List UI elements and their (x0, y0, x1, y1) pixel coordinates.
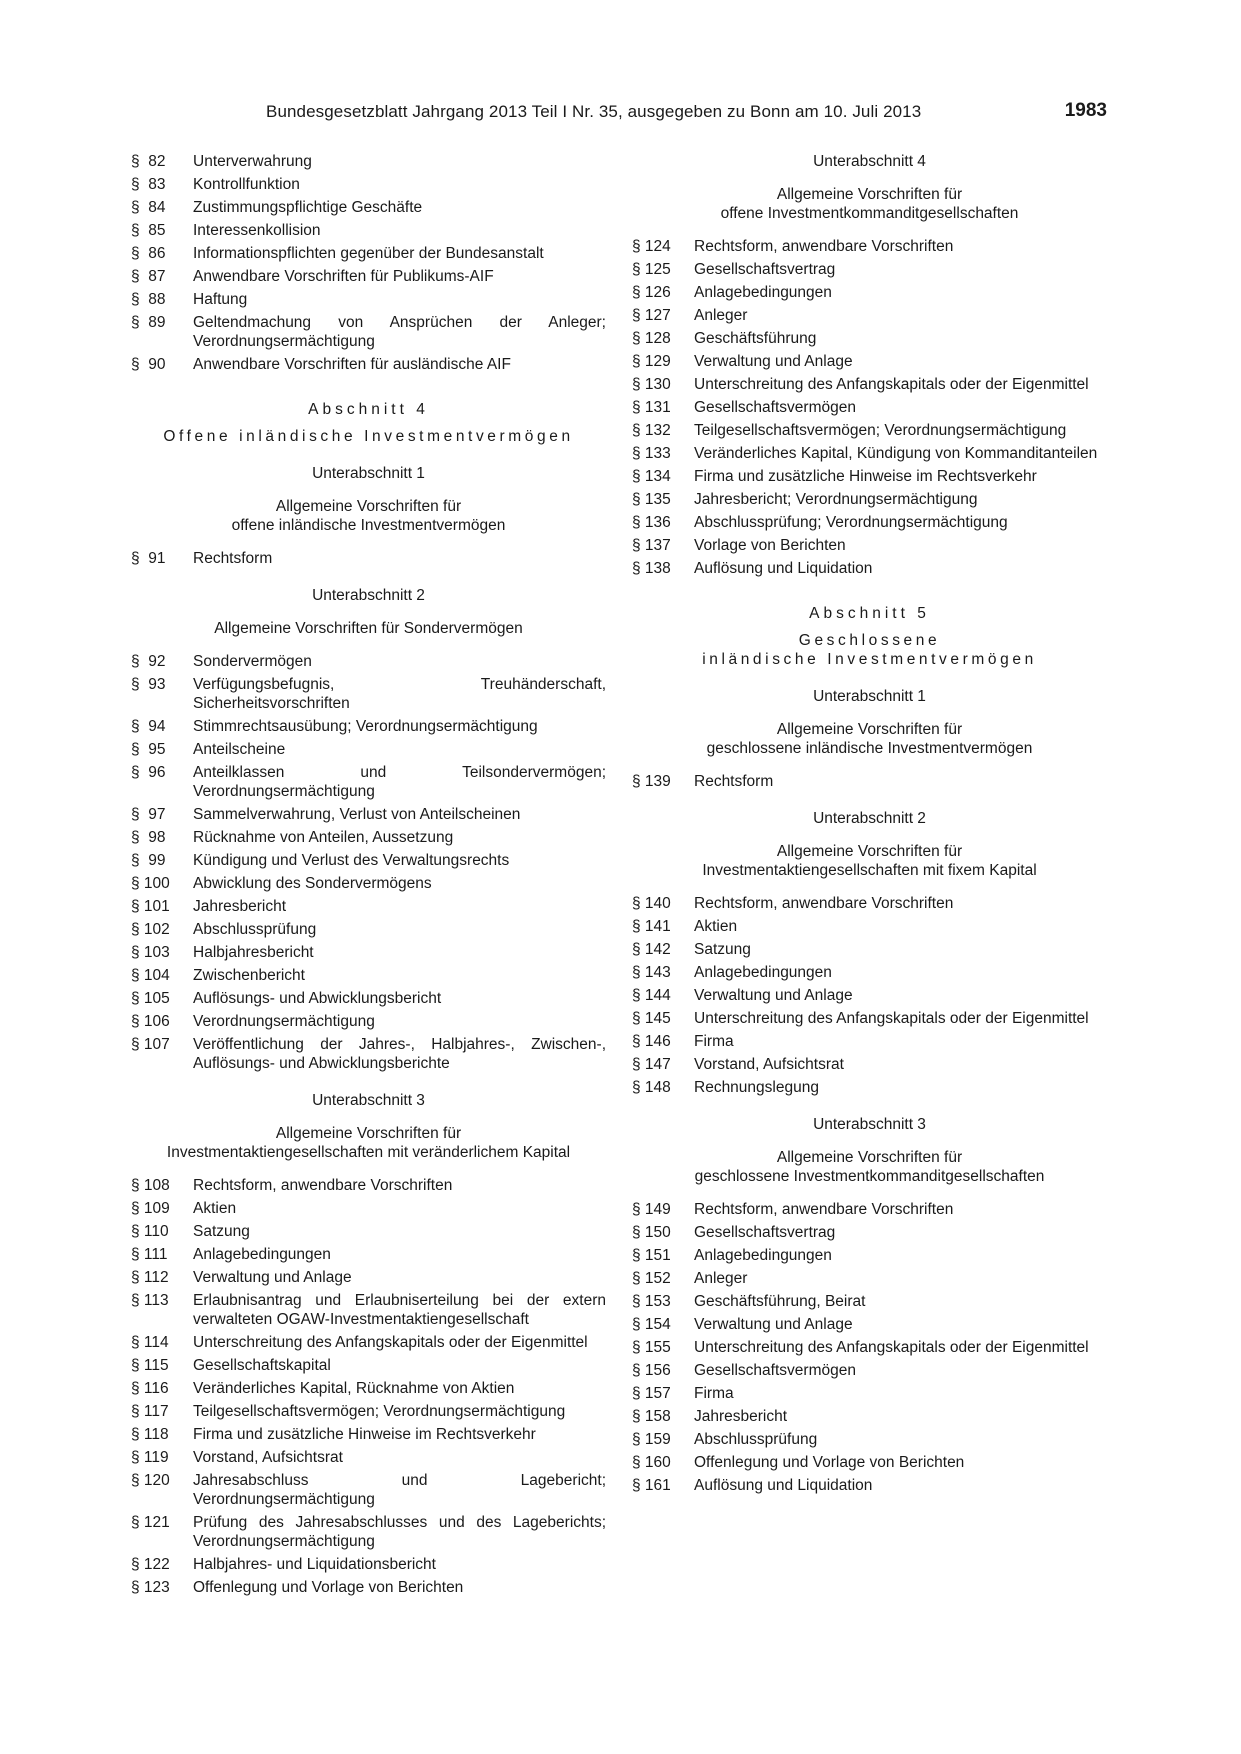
paragraph-number: § 130 (632, 376, 671, 393)
paragraph-number: § 110 (131, 1223, 169, 1240)
toc-entry (632, 1338, 1107, 1357)
subsection-title: Allgemeine Vorschriften für Investmentaktiengesellschaften mit veränderlichem Kapital (166, 1125, 571, 1161)
paragraph-title: Anteilklassen und Teilsondervermögen; Verordnungsermächtigung (193, 764, 606, 800)
paragraph-title: Anwendbare Vorschriften für Publikums-AIF (193, 268, 494, 285)
paragraph-title: Abschlussprüfung (694, 1431, 818, 1448)
paragraph-title: Jahresbericht (694, 1408, 788, 1425)
toc-entry (632, 260, 1107, 279)
paragraph-title: Jahresbericht (193, 898, 287, 915)
paragraph-title: Unterschreitung des Anfangskapitals oder der Eigenmittel (193, 1334, 588, 1351)
toc-entry (131, 152, 606, 171)
toc-entry (131, 652, 606, 671)
paragraph-number: § 157 (632, 1385, 671, 1402)
section-title: Geschlossene inländische Investmentvermögen (702, 632, 1037, 668)
toc-entry (632, 1009, 1107, 1028)
paragraph-title: Gesellschaftsvertrag (694, 261, 836, 278)
toc-entry (632, 536, 1107, 555)
toc-entry (632, 1269, 1107, 1288)
paragraph-title: Abwicklung des Sondervermögens (193, 875, 432, 892)
toc-entry (632, 894, 1107, 913)
paragraph-number: § 119 (131, 1449, 169, 1466)
toc-entry (131, 1379, 606, 1398)
subsection-heading: Unterabschnitt 3 (312, 1092, 425, 1109)
toc-entry (131, 1555, 606, 1574)
paragraph-number: § 126 (632, 284, 671, 301)
paragraph-title: Teilgesellschaftsvermögen; Verordnungsermächtigung (694, 422, 1067, 439)
paragraph-number: § 129 (632, 353, 671, 370)
toc-entry (131, 805, 606, 824)
paragraph-number: § 150 (632, 1224, 671, 1241)
toc-entry (632, 444, 1107, 463)
paragraph-title: Veränderliches Kapital, Rücknahme von Aktien (193, 1380, 515, 1397)
paragraph-number: § 118 (131, 1426, 169, 1443)
paragraph-number: § 139 (632, 773, 671, 790)
paragraph-title: Rechtsform (694, 773, 774, 790)
section-title: Offene inländische Investmentvermögen (163, 428, 574, 445)
toc-entry (632, 1292, 1107, 1311)
toc-entry (131, 740, 606, 759)
paragraph-number: § 160 (632, 1454, 671, 1471)
paragraph-title: Informationspflichten gegenüber der Bundesanstalt (193, 245, 544, 262)
paragraph-title: Veröffentlichung der Jahres-, Halbjahres-, Zwischen-, Auflösungs- und Abwicklungsberichte (193, 1036, 606, 1072)
toc-entry (632, 329, 1107, 348)
toc-entry (131, 1222, 606, 1241)
paragraph-number: § 156 (632, 1362, 671, 1379)
paragraph-title: Prüfung des Jahresabschlusses und des Lageberichts; Verordnungsermächtigung (193, 1514, 606, 1550)
subsection-heading: Unterabschnitt 1 (813, 688, 926, 705)
paragraph-title: Verfügungsbefugnis, Treuhänderschaft, Sicherheitsvorschriften (193, 676, 606, 712)
paragraph-number: § 143 (632, 964, 671, 981)
paragraph-number: § 147 (632, 1056, 671, 1073)
paragraph-title: Vorstand, Aufsichtsrat (694, 1056, 844, 1073)
paragraph-number: § 120 (131, 1472, 170, 1489)
toc-entry (632, 1384, 1107, 1403)
paragraph-title: Halbjahres- und Liquidationsbericht (193, 1556, 436, 1573)
toc-entry (131, 1402, 606, 1421)
paragraph-title: Haftung (193, 291, 248, 308)
toc-entry (131, 943, 606, 962)
paragraph-number: § 96 (131, 764, 166, 781)
paragraph-number: § 99 (131, 852, 166, 869)
paragraph-title: Rechtsform, anwendbare Vorschriften (193, 1177, 453, 1194)
paragraph-number: § 85 (131, 222, 166, 239)
paragraph-number: § 108 (131, 1177, 170, 1194)
toc-entry (131, 874, 606, 893)
paragraph-title: Unterverwahrung (193, 153, 312, 170)
toc-entry (131, 966, 606, 985)
toc-entry (131, 1012, 606, 1031)
paragraph-number: § 112 (131, 1269, 169, 1286)
paragraph-number: § 134 (632, 468, 671, 485)
paragraph-title: Gesellschaftsvertrag (694, 1224, 836, 1241)
subsection-heading: Unterabschnitt 2 (813, 810, 926, 827)
toc-entry (632, 306, 1107, 325)
toc-entry (632, 1315, 1107, 1334)
toc-entry (131, 1333, 606, 1352)
paragraph-number: § 102 (131, 921, 170, 938)
toc-entry (632, 283, 1107, 302)
toc-entry (131, 313, 606, 351)
subsection-heading: Unterabschnitt 4 (813, 153, 926, 170)
toc-entry (131, 989, 606, 1008)
toc-entry (131, 1199, 606, 1218)
paragraph-title: Abschlussprüfung (193, 921, 317, 938)
subsection-heading: Unterabschnitt 3 (813, 1116, 926, 1133)
paragraph-title: Anwendbare Vorschriften für ausländische AIF (193, 356, 511, 373)
paragraph-number: § 136 (632, 514, 671, 531)
toc-entry (131, 198, 606, 217)
paragraph-title: Verwaltung und Anlage (193, 1269, 352, 1286)
paragraph-number: § 145 (632, 1010, 671, 1027)
paragraph-title: Firma (694, 1385, 734, 1402)
left-column (131, 152, 606, 1601)
paragraph-number: § 111 (131, 1246, 168, 1263)
paragraph-title: Verwaltung und Anlage (694, 1316, 853, 1333)
paragraph-title: Vorlage von Berichten (694, 537, 846, 554)
toc-entry (632, 237, 1107, 256)
toc-entry (632, 398, 1107, 417)
paragraph-title: Anlagebedingungen (193, 1246, 331, 1263)
paragraph-number: § 117 (131, 1403, 169, 1420)
paragraph-number: § 83 (131, 176, 166, 193)
toc-entry (632, 352, 1107, 371)
paragraph-number: § 115 (131, 1357, 169, 1374)
paragraph-number: § 128 (632, 330, 671, 347)
paragraph-title: Rechtsform, anwendbare Vorschriften (694, 895, 954, 912)
paragraph-title: Jahresabschluss und Lagebericht; Verordnungsermächtigung (193, 1472, 606, 1508)
paragraph-number: § 86 (131, 245, 166, 262)
header-text: Bundesgesetzblatt Jahrgang 2013 Teil I Nr. 35, ausgegeben zu Bonn am 10. Juli 2013 (266, 102, 922, 121)
toc-entry (632, 467, 1107, 486)
paragraph-number: § 84 (131, 199, 166, 216)
paragraph-number: § 104 (131, 967, 170, 984)
toc-entry (131, 851, 606, 870)
paragraph-number: § 133 (632, 445, 671, 462)
toc-entry (632, 1200, 1107, 1219)
subsection-title: Allgemeine Vorschriften für geschlossene Investmentkommanditgesellschaften (694, 1149, 1045, 1185)
paragraph-title: Auflösung und Liquidation (694, 1477, 873, 1494)
paragraph-title: Aktien (694, 918, 738, 935)
paragraph-number: § 137 (632, 537, 671, 554)
toc-entry (632, 1430, 1107, 1449)
paragraph-title: Kündigung und Verlust des Verwaltungsrechts (193, 852, 510, 869)
paragraph-title: Sammelverwahrung, Verlust von Anteilscheinen (193, 806, 521, 823)
paragraph-title: Verordnungsermächtigung (193, 1013, 375, 1030)
paragraph-title: Gesellschaftskapital (193, 1357, 331, 1374)
paragraph-title: Anleger (694, 1270, 748, 1287)
paragraph-number: § 142 (632, 941, 671, 958)
paragraph-title: Teilgesellschaftsvermögen; Verordnungsermächtigung (193, 1403, 566, 1420)
paragraph-number: § 138 (632, 560, 671, 577)
page-number: 1983 (1064, 100, 1107, 121)
toc-entry (131, 717, 606, 736)
subsection-heading: Unterabschnitt 2 (312, 587, 425, 604)
toc-entry (131, 920, 606, 939)
subsection-title: Allgemeine Vorschriften für offene Investmentkommanditgesellschaften (720, 186, 1019, 222)
paragraph-title: Halbjahresbericht (193, 944, 314, 961)
toc-entry (131, 1578, 606, 1597)
toc-entry (632, 963, 1107, 982)
toc-entry (632, 917, 1107, 936)
paragraph-number: § 98 (131, 829, 166, 846)
paragraph-number: § 101 (131, 898, 170, 915)
toc-entry (632, 421, 1107, 440)
paragraph-title: Anleger (694, 307, 748, 324)
toc-entry (131, 355, 606, 374)
toc-entry (131, 1268, 606, 1287)
toc-entry (131, 1356, 606, 1375)
toc-entry (131, 221, 606, 240)
paragraph-number: § 95 (131, 741, 166, 758)
paragraph-number: § 148 (632, 1079, 671, 1096)
subsection-title: Allgemeine Vorschriften für offene inländische Investmentvermögen (231, 498, 506, 534)
paragraph-title: Rechtsform (193, 550, 273, 567)
paragraph-title: Rechnungslegung (694, 1079, 819, 1096)
toc-entry (632, 940, 1107, 959)
paragraph-number: § 149 (632, 1201, 671, 1218)
paragraph-title: Unterschreitung des Anfangskapitals oder der Eigenmittel (694, 1010, 1089, 1027)
paragraph-number: § 89 (131, 314, 166, 331)
paragraph-title: Abschlussprüfung; Verordnungsermächtigung (694, 514, 1008, 531)
toc-entry (632, 1407, 1107, 1426)
toc-entry (632, 513, 1107, 532)
paragraph-number: § 135 (632, 491, 671, 508)
paragraph-title: Kontrollfunktion (193, 176, 300, 193)
paragraph-title: Rechtsform, anwendbare Vorschriften (694, 1201, 954, 1218)
toc-entry (131, 1425, 606, 1444)
toc-entry (131, 828, 606, 847)
paragraph-number: § 131 (632, 399, 671, 416)
paragraph-title: Geschäftsführung (694, 330, 817, 347)
toc-entry (632, 1246, 1107, 1265)
toc-entry (131, 675, 606, 713)
paragraph-title: Unterschreitung des Anfangskapitals oder der Eigenmittel (694, 1339, 1089, 1356)
paragraph-title: Sondervermögen (193, 653, 312, 670)
paragraph-number: § 91 (131, 550, 166, 567)
paragraph-title: Zustimmungspflichtige Geschäfte (193, 199, 423, 216)
paragraph-number: § 159 (632, 1431, 671, 1448)
paragraph-title: Firma und zusätzliche Hinweise im Rechtsverkehr (193, 1426, 536, 1443)
toc-entry (131, 244, 606, 263)
paragraph-title: Gesellschaftsvermögen (694, 1362, 856, 1379)
toc-entry (131, 175, 606, 194)
paragraph-title: Verwaltung und Anlage (694, 987, 853, 1004)
toc-entry (131, 1035, 606, 1073)
toc-entry (131, 290, 606, 309)
paragraph-number: § 100 (131, 875, 170, 892)
paragraph-title: Erlaubnisantrag und Erlaubniserteilung bei der extern verwalteten OGAW-Investmentaktiengesellschaft (193, 1292, 606, 1328)
paragraph-number: § 88 (131, 291, 166, 308)
paragraph-title: Anteilscheine (193, 741, 286, 758)
toc-entry (131, 1471, 606, 1509)
paragraph-title: Aktien (193, 1200, 237, 1217)
toc-entry (131, 897, 606, 916)
paragraph-title: Offenlegung und Vorlage von Berichten (193, 1579, 464, 1596)
toc-entry (131, 1291, 606, 1329)
toc-entry (632, 1361, 1107, 1380)
paragraph-number: § 155 (632, 1339, 671, 1356)
paragraph-number: § 123 (131, 1579, 170, 1596)
toc-entry (131, 1513, 606, 1551)
paragraph-title: Rechtsform, anwendbare Vorschriften (694, 238, 954, 255)
paragraph-title: Zwischenbericht (193, 967, 305, 984)
paragraph-title: Auflösungs- und Abwicklungsbericht (193, 990, 442, 1007)
subsection-title: Allgemeine Vorschriften für Sondervermögen (214, 620, 523, 637)
toc-entry (632, 1453, 1107, 1472)
paragraph-title: Veränderliches Kapital, Kündigung von Kommanditanteilen (694, 445, 1098, 462)
paragraph-number: § 144 (632, 987, 671, 1004)
paragraph-title: Geltendmachung von Ansprüchen der Anleger; Verordnungsermächtigung (193, 314, 606, 350)
paragraph-number: § 82 (131, 153, 166, 170)
paragraph-number: § 94 (131, 718, 166, 735)
paragraph-number: § 158 (632, 1408, 671, 1425)
paragraph-number: § 132 (632, 422, 671, 439)
subsection-title: Allgemeine Vorschriften für Investmentaktiengesellschaften mit fixem Kapital (702, 843, 1037, 879)
paragraph-title: Auflösung und Liquidation (694, 560, 873, 577)
paragraph-number: § 153 (632, 1293, 671, 1310)
paragraph-number: § 154 (632, 1316, 671, 1333)
subsection-title: Allgemeine Vorschriften für geschlossene inländische Investmentvermögen (706, 721, 1033, 757)
toc-entry (632, 1223, 1107, 1242)
paragraph-title: Anlagebedingungen (694, 964, 832, 981)
paragraph-number: § 116 (131, 1380, 169, 1397)
paragraph-number: § 141 (632, 918, 671, 935)
toc-entry (632, 986, 1107, 1005)
paragraph-title: Interessenkollision (193, 222, 321, 239)
toc-entry (632, 1055, 1107, 1074)
toc-entry (131, 549, 606, 568)
paragraph-number: § 161 (632, 1477, 671, 1494)
toc-entry (131, 1448, 606, 1467)
paragraph-title: Verwaltung und Anlage (694, 353, 853, 370)
section-heading: Abschnitt 5 (809, 605, 930, 622)
toc-entry (632, 1032, 1107, 1051)
paragraph-number: § 103 (131, 944, 170, 961)
paragraph-title: Satzung (193, 1223, 250, 1240)
paragraph-number: § 125 (632, 261, 671, 278)
paragraph-title: Vorstand, Aufsichtsrat (193, 1449, 343, 1466)
paragraph-number: § 87 (131, 268, 166, 285)
paragraph-number: § 113 (131, 1292, 169, 1309)
paragraph-number: § 106 (131, 1013, 170, 1030)
subsection-heading: Unterabschnitt 1 (312, 465, 425, 482)
paragraph-number: § 146 (632, 1033, 671, 1050)
paragraph-number: § 152 (632, 1270, 671, 1287)
toc-entry (131, 763, 606, 801)
toc-entry (131, 267, 606, 286)
paragraph-title: Stimmrechtsausübung; Verordnungsermächtigung (193, 718, 538, 735)
toc-entry (632, 375, 1107, 394)
paragraph-number: § 92 (131, 653, 166, 670)
paragraph-title: Gesellschaftsvermögen (694, 399, 856, 416)
paragraph-title: Firma und zusätzliche Hinweise im Rechtsverkehr (694, 468, 1037, 485)
toc-entry (632, 772, 1107, 791)
paragraph-number: § 107 (131, 1036, 170, 1053)
paragraph-number: § 114 (131, 1334, 169, 1351)
paragraph-title: Firma (694, 1033, 734, 1050)
section-heading: Abschnitt 4 (308, 401, 429, 418)
paragraph-title: Geschäftsführung, Beirat (694, 1293, 866, 1310)
paragraph-title: Jahresbericht; Verordnungsermächtigung (694, 491, 978, 508)
right-column (632, 152, 1107, 1499)
paragraph-title: Satzung (694, 941, 751, 958)
toc-entry (131, 1245, 606, 1264)
toc-entry (632, 559, 1107, 578)
paragraph-number: § 121 (131, 1514, 170, 1531)
paragraph-title: Unterschreitung des Anfangskapitals oder der Eigenmittel (694, 376, 1089, 393)
paragraph-number: § 124 (632, 238, 671, 255)
paragraph-number: § 97 (131, 806, 166, 823)
paragraph-number: § 93 (131, 676, 166, 693)
toc-entry (131, 1176, 606, 1195)
paragraph-number: § 127 (632, 307, 671, 324)
paragraph-title: Anlagebedingungen (694, 1247, 832, 1264)
paragraph-title: Offenlegung und Vorlage von Berichten (694, 1454, 965, 1471)
paragraph-number: § 151 (632, 1247, 671, 1264)
paragraph-title: Anlagebedingungen (694, 284, 832, 301)
paragraph-number: § 105 (131, 990, 170, 1007)
toc-entry (632, 490, 1107, 509)
toc-entry (632, 1476, 1107, 1495)
paragraph-number: § 122 (131, 1556, 170, 1573)
toc-entry (632, 1078, 1107, 1097)
page-header (131, 100, 1107, 126)
paragraph-number: § 140 (632, 895, 671, 912)
paragraph-number: § 90 (131, 356, 166, 373)
paragraph-number: § 109 (131, 1200, 170, 1217)
paragraph-title: Rücknahme von Anteilen, Aussetzung (193, 829, 454, 846)
